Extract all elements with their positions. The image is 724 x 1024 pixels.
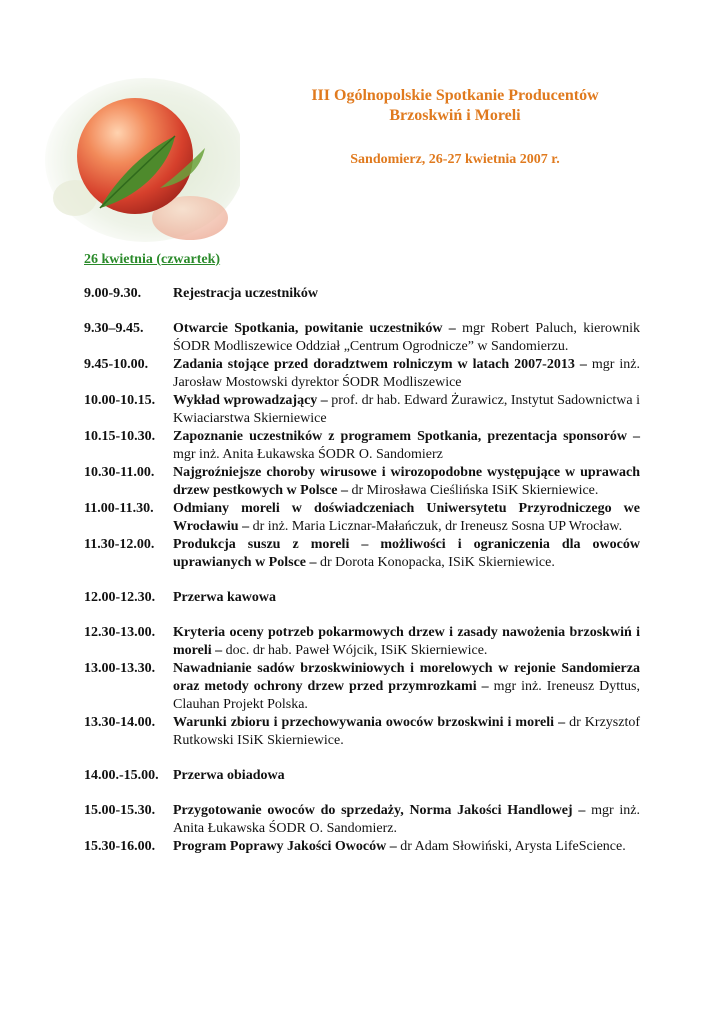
agenda-speaker: mgr inż. Jarosław Mostowski dyrektor ŚODR Modliszewice	[173, 357, 640, 390]
agenda-title: Przygotowanie owoców do sprzedaży, Norma Jakości Handlowej –	[173, 803, 586, 818]
agenda-title: Program Poprawy Jakości Owoców –	[173, 839, 397, 854]
agenda-description	[173, 589, 640, 607]
agenda-title: Odmiany moreli w doświadczeniach Uniwersytetu Przyrodniczego we Wrocławiu –	[173, 501, 640, 534]
agenda-description	[173, 500, 640, 536]
agenda-item	[84, 392, 640, 428]
agenda-description	[173, 356, 640, 392]
agenda-time: 12.30-13.00.	[84, 625, 156, 640]
agenda-item	[84, 624, 640, 660]
agenda-time: 13.00-13.30.	[84, 661, 156, 676]
agenda-item	[84, 500, 640, 536]
agenda-time: 10.00-10.15.	[84, 393, 156, 408]
agenda-description	[173, 428, 640, 464]
agenda-speaker: dr Krzysztof Rutkowski ISiK Skierniewice.	[173, 715, 640, 748]
agenda-title: Zapoznanie uczestników z programem Spotkania, prezentacja sponsorów –	[173, 429, 640, 444]
agenda-item	[84, 464, 640, 500]
agenda-item	[84, 320, 640, 356]
agenda-description	[173, 802, 640, 838]
agenda-title: Wykład wprowadzający –	[173, 393, 328, 408]
agenda-speaker: dr Mirosława Cieślińska ISiK Skierniewice.	[347, 483, 599, 498]
agenda-time: 10.15-10.30.	[84, 429, 156, 444]
agenda-description	[173, 767, 640, 785]
agenda-item	[84, 767, 640, 785]
agenda-speaker: prof. dr hab. Edward Żurawicz, Instytut Sadownictwa i Kwiaciarstwa Skierniewice	[173, 393, 640, 426]
agenda-title: Przerwa kawowa	[173, 590, 277, 605]
agenda-title: Produkcja suszu z moreli – możliwości i ograniczenia dla owoców uprawianych w Polsce –	[173, 537, 640, 570]
day-heading: 26 kwietnia (czwartek)	[84, 252, 221, 267]
agenda-item	[84, 428, 640, 464]
agenda-item	[84, 356, 640, 392]
event-location-date: Sandomierz, 26-27 kwietnia 2007 r.	[350, 152, 560, 167]
agenda-description	[173, 285, 640, 303]
agenda-description	[173, 624, 640, 660]
agenda-speaker: mgr inż. Ireneusz Dyttus, Clauhan Projekt Polska.	[173, 679, 640, 712]
agenda-speaker: mgr inż. Anita Łukawska ŚODR O. Sandomierz	[173, 447, 443, 462]
event-header	[250, 86, 660, 168]
agenda-time: 9.45-10.00.	[84, 357, 149, 372]
agenda-item	[84, 660, 640, 714]
agenda-description	[173, 660, 640, 714]
agenda-time: 11.00-11.30.	[84, 501, 154, 516]
agenda-title: Otwarcie Spotkania, powitanie uczestników –	[173, 321, 456, 336]
peach-illustration	[40, 78, 240, 243]
agenda-description	[173, 536, 640, 572]
agenda-description	[173, 320, 640, 356]
agenda-time: 9.00-9.30.	[84, 286, 142, 301]
event-title-line2: Brzoskwiń i Moreli	[389, 107, 521, 124]
agenda-title: Zadania stojące przed doradztwem rolniczym w latach 2007-2013 –	[173, 357, 587, 372]
agenda-speaker: dr Dorota Konopacka, ISiK Skierniewice.	[316, 555, 555, 570]
agenda-speaker: doc. dr hab. Paweł Wójcik, ISiK Skierniewice.	[222, 643, 488, 658]
agenda-time: 9.30–9.45.	[84, 321, 144, 336]
agenda-item	[84, 802, 640, 838]
agenda-time: 11.30-12.00.	[84, 537, 155, 552]
agenda-speaker: dr Adam Słowiński, Arysta LifeScience.	[396, 839, 626, 854]
agenda-item	[84, 285, 640, 303]
agenda-time: 15.00-15.30.	[84, 803, 156, 818]
agenda-time: 10.30-11.00.	[84, 465, 155, 480]
agenda-title: Kryteria oceny potrzeb pokarmowych drzew i zasady nawożenia brzoskwiń i moreli –	[173, 625, 640, 658]
agenda-item	[84, 838, 640, 856]
agenda-description	[173, 464, 640, 500]
agenda-description	[173, 392, 640, 428]
agenda-speaker: dr inż. Maria Licznar-Małańczuk, dr Ireneusz Sosna UP Wrocław.	[249, 519, 623, 534]
peach-image	[40, 78, 240, 243]
agenda-description	[173, 838, 640, 856]
agenda-time: 15.30-16.00.	[84, 839, 156, 854]
agenda-title: Przerwa obiadowa	[173, 768, 285, 783]
agenda-item	[84, 714, 640, 750]
agenda-list	[84, 285, 640, 856]
agenda-description	[173, 714, 640, 750]
agenda-time: 13.30-14.00.	[84, 715, 156, 730]
agenda-title: Warunki zbioru i przechowywania owoców brzoskwini i moreli –	[173, 715, 566, 730]
event-title-line1: III Ogólnopolskie Spotkanie Producentów	[311, 87, 599, 104]
agenda-item	[84, 589, 640, 607]
agenda-item	[84, 536, 640, 572]
agenda-time: 14.00.-15.00.	[84, 768, 159, 783]
agenda-time: 12.00-12.30.	[84, 590, 156, 605]
agenda-speaker: mgr Robert Paluch, kierownik ŚODR Modliszewice Oddział „Centrum Ogrodnicze” w Sandomierzu.	[173, 321, 640, 354]
agenda-title: Nawadnianie sadów brzoskwiniowych i morelowych w rejonie Sandomierza oraz metody ochrony drzew przed przymrozkami –	[173, 661, 640, 694]
agenda-speaker: mgr inż. Anita Łukawska ŚODR O. Sandomierz.	[173, 803, 640, 836]
agenda-title: Rejestracja uczestników	[173, 286, 319, 301]
agenda-title: Najgroźniejsze choroby wirusowe i wirozopodobne występujące w uprawach drzew pestkowych w Polsce –	[173, 465, 640, 498]
